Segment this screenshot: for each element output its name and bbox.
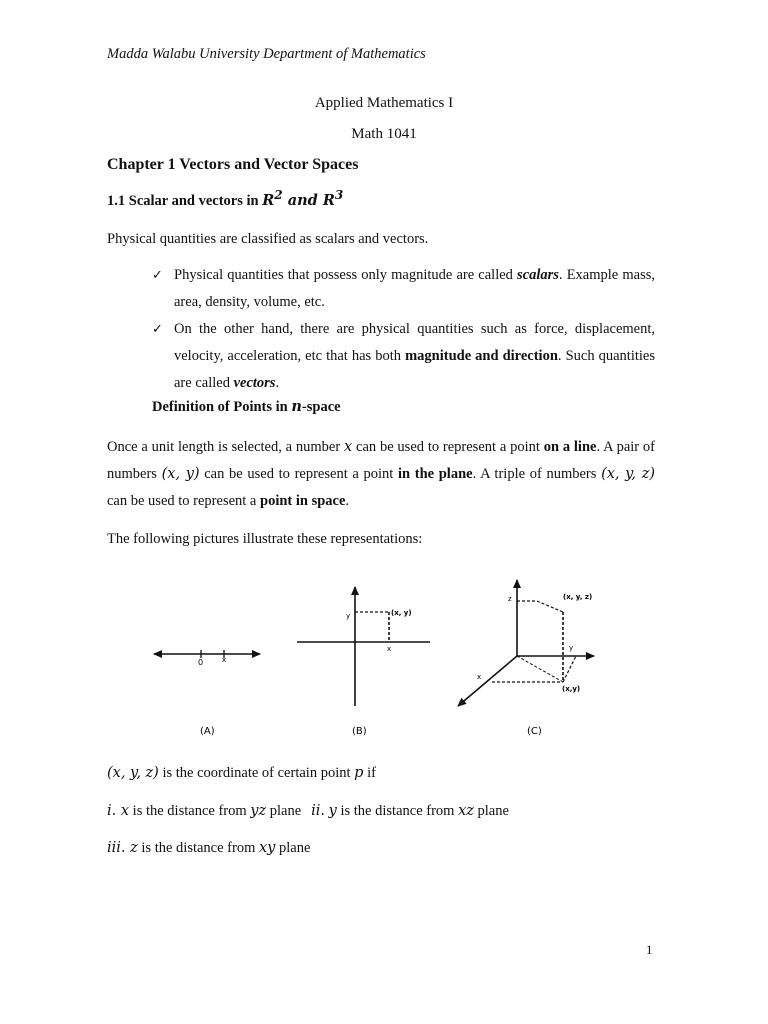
chapter-title: Chapter 1 Vectors and Vector Spaces bbox=[107, 156, 359, 173]
point-label: (x, y) bbox=[391, 609, 412, 617]
point-label: (x, y, z) bbox=[563, 593, 593, 601]
origin-label: 0 bbox=[198, 658, 204, 667]
section-r2: $R^2$ bbox=[262, 188, 283, 209]
x-label: x bbox=[477, 673, 482, 681]
x-axis bbox=[458, 656, 517, 706]
y-label: y bbox=[346, 612, 351, 620]
checkmark-icon: ✓ bbox=[152, 322, 163, 337]
coordinate-statement: (x, y, z) is the coordinate of certain point p if bbox=[107, 765, 376, 781]
base-diagonal bbox=[517, 656, 563, 682]
figure-a-number-line bbox=[154, 650, 260, 737]
term-scalars: scalars bbox=[517, 267, 559, 283]
intro-paragraph: Physical quantities are classified as scalars and vectors. bbox=[107, 231, 429, 247]
projection-label: (x,y) bbox=[562, 685, 581, 693]
figure-b-plane bbox=[297, 587, 430, 737]
bullet-text: On the other hand, there are physical quantities such as force, displacement, velocity, acceleration, etc that has both magnitude and direction. Such quantities are called vectors. bbox=[174, 321, 655, 391]
caption-b: (B) bbox=[352, 726, 367, 737]
course-title: Applied Mathematics I bbox=[314, 95, 454, 111]
caption-a: (A) bbox=[200, 726, 215, 737]
z-label: z bbox=[508, 595, 512, 603]
section-r3: $R^3$ bbox=[322, 188, 344, 209]
section-title bbox=[107, 188, 343, 210]
y-label: y bbox=[569, 644, 574, 652]
definition-heading: Definition of Points in n-space bbox=[152, 398, 341, 415]
term-magnitude-direction: magnitude and direction bbox=[405, 348, 558, 364]
coordinate-figure bbox=[140, 570, 620, 750]
bullet-scalars bbox=[152, 262, 655, 316]
section-prefix: 1.1 Scalar and vectors in bbox=[107, 192, 263, 209]
section-and: and bbox=[282, 191, 323, 209]
figure-c-space bbox=[458, 580, 594, 737]
top-edge bbox=[537, 601, 563, 612]
items-i-ii: i. x is the distance from yz plane ii. y is the distance from xz plane bbox=[107, 803, 509, 819]
course-code: Math 1041 bbox=[351, 126, 417, 142]
bullet-vectors bbox=[152, 316, 655, 397]
item-iii: iii. z is the distance from xy plane bbox=[107, 840, 311, 856]
term-vectors: vectors bbox=[233, 375, 276, 391]
caption-c: (C) bbox=[527, 726, 542, 737]
bullet-text: Physical quantities that possess only magnitude are called scalars. Example mass, area, density, volume, etc. bbox=[174, 267, 655, 310]
checkmark-icon: ✓ bbox=[152, 268, 163, 283]
page-number: 1 bbox=[646, 942, 653, 957]
figure-intro: The following pictures illustrate these representations: bbox=[107, 531, 423, 547]
points-paragraph: Once a unit length is selected, a number x can be used to represent a point on a line. A pair of numbers (x, y) can be used to represent a point in the plane. A triple of numbers (x, y, z) can be used to represent a point in space. bbox=[107, 439, 656, 509]
document-header: Madda Walabu University Department of Mathematics bbox=[107, 46, 426, 62]
x-label: x bbox=[387, 645, 392, 653]
x-label: x bbox=[222, 656, 227, 664]
y-projection bbox=[563, 656, 576, 682]
